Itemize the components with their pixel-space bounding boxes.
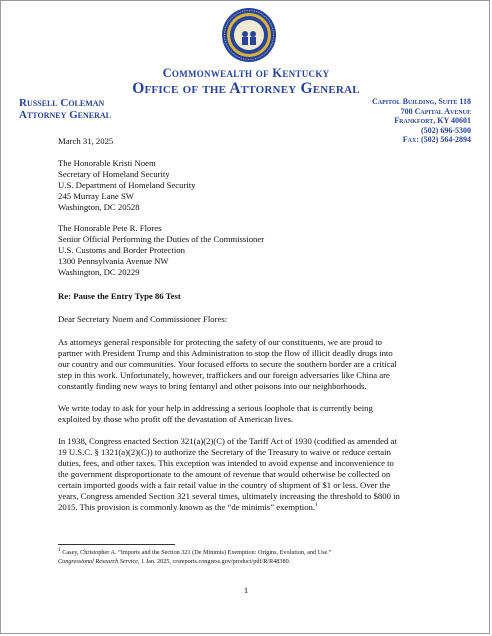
text-line: years, Congress amended Section 321 several times, ultimately increasing the threshold to $800 in — [58, 491, 400, 501]
recipient-line: 1300 Pennsylvania Avenue NW — [58, 256, 169, 266]
text-line: As attorneys general responsible for protecting the safety of our constituents, we are proud to — [58, 337, 382, 347]
address-line: Fax: (502) 564-2894 — [402, 135, 471, 145]
address-line: (502) 696-5300 — [421, 125, 471, 135]
address-line: Frankfort, KY 40601 — [394, 116, 471, 126]
footnote-marker: 1 — [58, 546, 61, 553]
footnote-ref: 1 — [315, 502, 318, 509]
subject-text: Re: Pause the Entry Type 86 Test — [58, 291, 181, 301]
text-line: 19 U.S.C. § 1321(a)(2)(C)) to authorize the Secretary of the Treasury to waive or reduce certain — [58, 447, 391, 457]
date-text: March 31, 2025 — [58, 136, 114, 146]
salutation-text: Dear Secretary Noem and Commissioner Flores: — [58, 314, 228, 324]
text-line: exploited by those who profit off the devastation of American lives. — [58, 414, 294, 424]
recipient-line: U.S. Department of Homeland Security — [58, 180, 196, 190]
text-line: certain imported goods with a fair retail value in the country of shipment of $1 or less. Over the — [58, 480, 391, 490]
recipient-block-2 — [58, 223, 474, 278]
letterhead-line2: Office of the Attorney General — [132, 79, 360, 97]
text-line: We write today to ask for your help in addressing a serious loophole that is currently being — [58, 403, 373, 413]
footnote-divider — [58, 544, 175, 545]
text-line: our country and our communities. Your focused efforts to secure the southern border are a critical — [58, 359, 397, 369]
salutation — [58, 314, 474, 325]
text-line: constantly finding new ways to bring fentanyl and other poisons into our neighborhoods. — [58, 381, 367, 391]
footnote-source-rest: , 1 Jan. 2025, crsreports.congress.gov/product/pdf/R/R48380. — [137, 557, 291, 565]
official-name: Russell Coleman — [19, 97, 105, 109]
official-block — [19, 97, 111, 121]
footnote-text: Casey, Christopher A. “Imports and the Section 321 (De Minimis) Exemption: Origins, Evolution, and Use.” — [62, 549, 332, 556]
text-line: partner with President Trump and this Administration to stop the flow of illicit deadly drugs into — [58, 348, 393, 358]
letterhead-title — [1, 67, 491, 96]
paragraph-1 — [58, 337, 474, 392]
letter-date — [58, 136, 474, 147]
recipient-line: The Honorable Pete R. Flores — [58, 223, 162, 233]
text-line-last — [58, 502, 474, 513]
footnote — [58, 546, 474, 566]
recipient-line: The Honorable Kristi Noem — [58, 158, 156, 168]
recipient-line: Washington, DC 20528 — [58, 202, 140, 212]
kentucky-seal-icon — [221, 7, 277, 63]
page-number: 1 — [243, 585, 249, 595]
recipient-line: U.S. Customs and Border Protection — [58, 245, 185, 255]
paragraph-2 — [58, 403, 474, 425]
subject-line — [58, 291, 474, 302]
official-title: Attorney General — [19, 109, 112, 121]
address-line: Capitol Building, Suite 118 — [371, 97, 471, 106]
text-line: 2015. This provision is commonly known as the “de minimis” exemption. — [58, 502, 316, 512]
recipient-block-1 — [58, 158, 474, 213]
paragraph-3 — [58, 436, 474, 513]
recipient-line: Washington, DC 20229 — [58, 267, 140, 277]
recipient-line: Senior Official Performing the Duties of the Commissioner — [58, 234, 265, 244]
text-line: duties, fees, and other taxes. This exception was intended to avoid expense and inconvenience to — [58, 458, 394, 468]
text-line: In 1938, Congress enacted Section 321(a)(2)(C) of the Tariff Act of 1930 (codified as amended at — [58, 436, 397, 446]
text-line: the government disproportionate to the amount of revenue that would otherwise be collected on — [58, 469, 391, 479]
text-line: step in this work. Unfortunately, however, traffickers and our foreign adversaries like China are — [58, 370, 390, 380]
letterhead-line1: Commonwealth of Kentucky — [162, 66, 330, 80]
address-line: 700 Capital Avenue — [400, 106, 471, 116]
footnote-source: Congressional Research Service — [58, 557, 138, 565]
recipient-line: Secretary of Homeland Security — [58, 169, 170, 179]
recipient-line: 245 Murray Lane SW — [58, 191, 134, 201]
